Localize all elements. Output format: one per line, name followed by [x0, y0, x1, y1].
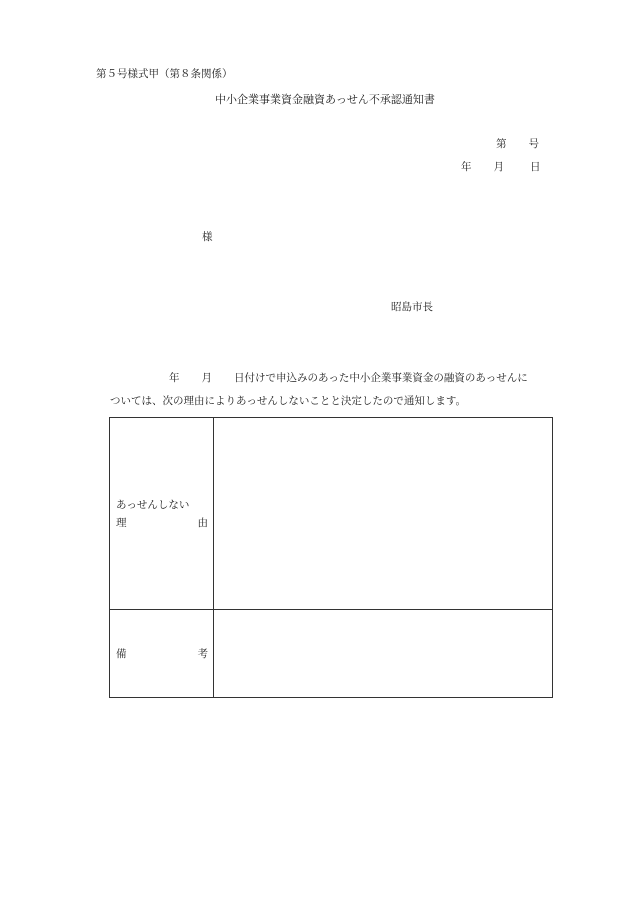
- issuer-mayor: 昭島市長: [391, 301, 433, 313]
- date-day: 日: [530, 161, 541, 173]
- reason-label: [110, 418, 214, 610]
- date-month: 月: [493, 161, 504, 173]
- remarks-label: [110, 610, 214, 698]
- remarks-row: [110, 610, 553, 698]
- document-number: [496, 136, 539, 151]
- reason-row: [110, 418, 553, 610]
- doc-number-dai: 第: [496, 138, 507, 150]
- doc-number-gou: 号: [528, 138, 539, 150]
- form-number: 第５号様式甲（第８条関係）: [96, 68, 233, 80]
- body-line-1-text: 日付けで申込みのあった中小企業事業資金の融資のあっせんに: [234, 372, 528, 384]
- remarks-label-text: [116, 645, 208, 663]
- reason-label-yu: 由: [197, 516, 208, 529]
- reason-label-line2: [116, 514, 208, 532]
- reason-label-ri: 理: [116, 516, 127, 529]
- date-year: 年: [461, 161, 472, 173]
- body-line-2: ついては、次の理由によりあっせんしないことと決定したので通知します。: [110, 395, 467, 407]
- remarks-label-kou: 考: [197, 647, 208, 660]
- addressee-honorific: 様: [202, 231, 213, 243]
- reason-value-cell[interactable]: [214, 418, 553, 610]
- reason-table: [109, 417, 553, 698]
- body-year: 年: [169, 372, 180, 384]
- reason-label-line1: あっせんしない: [116, 498, 190, 511]
- body-line-1: [169, 370, 528, 385]
- issue-date: [461, 159, 541, 174]
- document-title: 中小企業事業資金融資あっせん不承認通知書: [215, 93, 435, 106]
- body-month: 月: [201, 372, 212, 384]
- remarks-value-cell[interactable]: [214, 610, 553, 698]
- remarks-label-bi: 備: [116, 647, 127, 660]
